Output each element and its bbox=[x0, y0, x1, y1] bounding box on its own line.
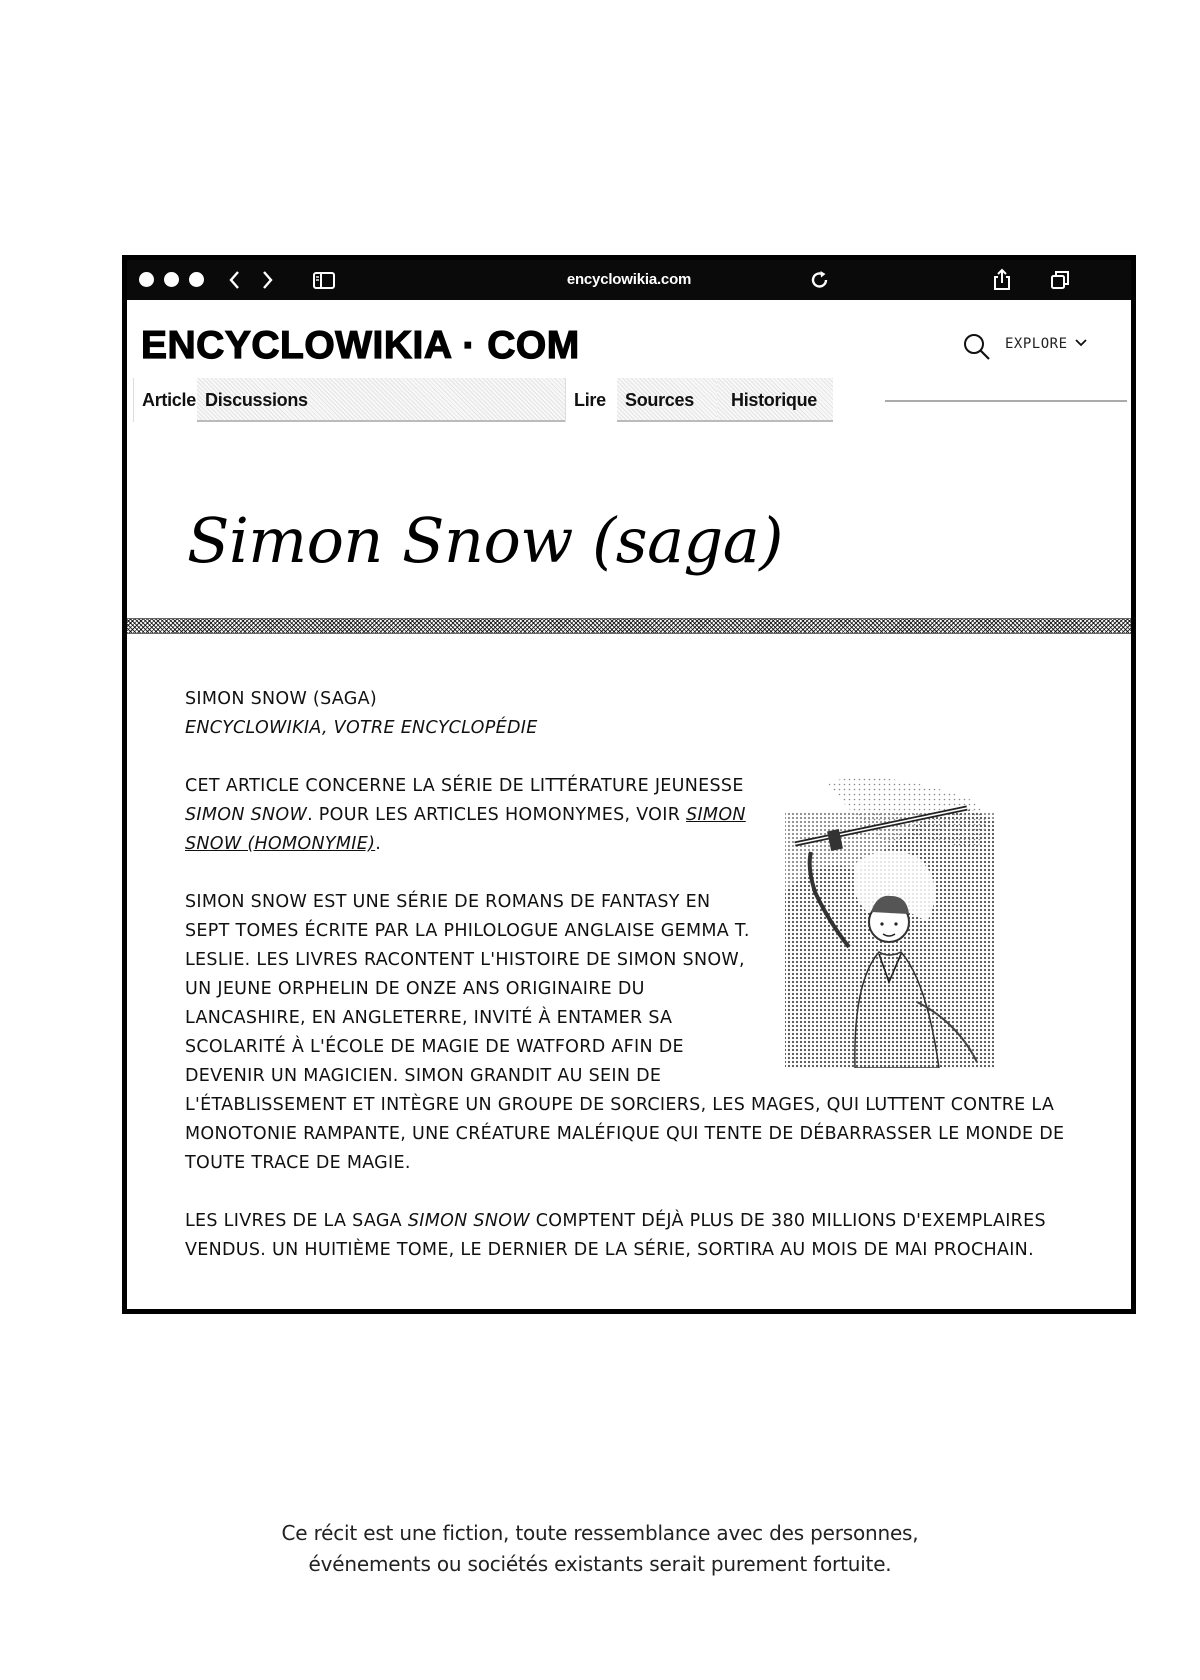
reload-icon[interactable] bbox=[807, 265, 833, 295]
tabs-overview-icon[interactable] bbox=[1047, 265, 1073, 295]
explore-label: EXPLORE bbox=[1005, 336, 1068, 352]
browser-toolbar bbox=[127, 260, 1131, 300]
article-content bbox=[185, 685, 1075, 1265]
sales-paragraph: LES LIVRES DE LA SAGA SIMON SNOW COMPTENT DÉJÀ PLUS DE 380 MILLIONS D'EXEMPLAIRES VENDUS. UN HUITIÈME TOME, LE DERNIER DE LA SÉRIE, SORTIRA AU MOIS DE MAI PROCHAIN. bbox=[185, 1211, 1046, 1260]
browser-window bbox=[122, 255, 1136, 1314]
share-icon[interactable] bbox=[989, 265, 1015, 295]
tab-discussions[interactable]: Discussions bbox=[197, 378, 565, 422]
address-bar[interactable]: encyclowikia.com bbox=[566, 271, 692, 288]
disambiguation-note: CET ARTICLE CONCERNE LA SÉRIE DE LITTÉRATURE JEUNESSE SIMON SNOW. POUR LES ARTICLES HOMONYMES, VOIR SIMON SNOW (HOMONYMIE). bbox=[185, 776, 746, 854]
page-title: Simon Snow (saga) bbox=[187, 504, 783, 577]
explore-menu[interactable] bbox=[1005, 336, 1088, 352]
article-body: SIMON SNOW EST UNE SÉRIE DE ROMANS DE FANTASY EN SEPT TOMES ÉCRITE PAR LA PHILOLOGUE ANGLAISE GEMMA T. LESLIE. LES LIVRES RACONTENT L'HISTOIRE DE SIMON SNOW, UN JEUNE ORPHELIN DE ONZE ANS ORIGINAIRE DU LANCASHIRE, EN ANGLETERRE, INVITÉ À ENTAMER SA SCOLARITÉ À L'ÉCOLE DE MAGIE DE WATFORD AFIN DE DEVENIR UN MAGICIEN. SIMON GRANDIT AU SEIN DE L'ÉTABLISSEMENT ET INTÈGRE UN GROUPE DE SORCIERS, LES MAGES, QUI LUTTENT CONTRE LA MONOTONIE RAMPANTE, UNE CRÉATURE MALÉFIQUE QUI TENTE DE DÉBARRASSER LE MONDE DE TOUTE TRACE DE MAGIE. bbox=[185, 892, 1065, 1173]
disclaimer-line-2: événements ou sociétés existants serait purement fortuite. bbox=[308, 1552, 892, 1576]
tabs-divider bbox=[885, 400, 1127, 402]
search-icon[interactable] bbox=[962, 332, 992, 362]
disclaimer bbox=[0, 1518, 1200, 1580]
tab-sources[interactable]: Sources bbox=[617, 378, 717, 422]
tab-read[interactable]: Lire bbox=[565, 378, 617, 422]
tab-article[interactable]: Article bbox=[133, 378, 195, 422]
article-heading: SIMON SNOW (SAGA) bbox=[185, 689, 378, 709]
homonymy-link[interactable]: SIMON SNOW (HOMONYMIE) bbox=[185, 805, 746, 854]
article-illustration bbox=[767, 772, 1003, 1068]
site-logo[interactable]: ENCYCLOWIKIA · COM bbox=[141, 324, 580, 367]
title-divider bbox=[127, 618, 1131, 634]
chevron-down-icon bbox=[1074, 336, 1088, 352]
disclaimer-line-1: Ce récit est une fiction, toute ressemblance avec des personnes, bbox=[281, 1521, 919, 1545]
page-tabs bbox=[127, 378, 1131, 428]
article-subheading: ENCYCLOWIKIA, VOTRE ENCYCLOPÉDIE bbox=[185, 718, 538, 738]
tab-history[interactable]: Historique bbox=[717, 378, 833, 422]
